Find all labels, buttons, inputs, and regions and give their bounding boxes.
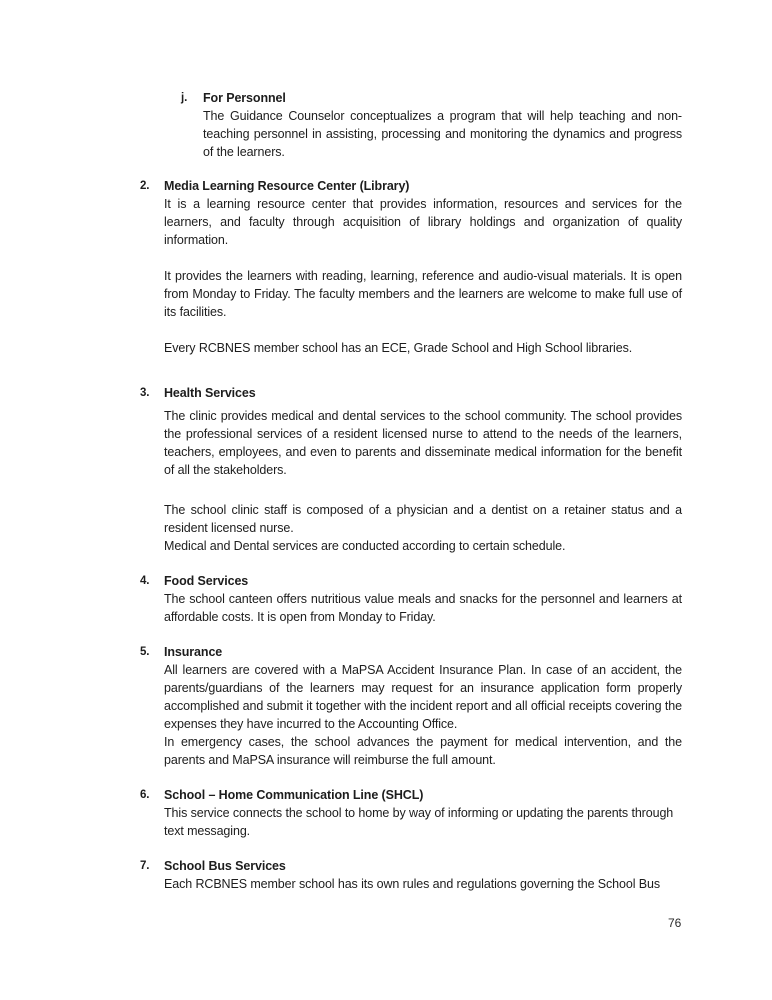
section-title-shcl: School – Home Communication Line (SHCL) [164,788,424,802]
section-title-library: Media Learning Resource Center (Library) [164,179,410,193]
section-media-learning-resource-center [0,177,772,357]
section-food-services [0,572,772,626]
paragraph: All learners are covered with a MaPSA Accident Insurance Plan. In case of an accident, the parents/guardians of the learners may request for an insurance application form properly accomplished and submit it together with the incident report and all official receipts covering the expenses they have incurred to the Accounting Office. [164,663,682,731]
paragraph: In emergency cases, the school advances the payment for medical intervention, and the parents and MaPSA insurance will reimburse the full amount. [164,735,682,767]
section-title-food-services: Food Services [164,574,249,588]
list-marker-j: j. [181,92,188,104]
paragraph: The school canteen offers nutritious value meals and snacks for the personnel and learners at affordable costs. It is open from Monday to Friday. [164,592,682,624]
list-marker-5: 5. [140,646,150,658]
section-title-school-bus-services: School Bus Services [164,859,286,873]
paragraph: The school clinic staff is composed of a physician and a dentist on a retainer status and a resident licensed nurse. [164,503,682,535]
section-content [164,572,682,626]
section-title-for-personnel: For Personnel [203,91,286,105]
paragraph: Medical and Dental services are conducted according to certain schedule. [164,539,566,553]
section-insurance [0,643,772,769]
section-content [164,384,682,555]
section-content [203,89,682,161]
list-marker-2: 2. [140,180,150,192]
paragraph: This service connects the school to home by way of informing or updating the parents through text messaging. [164,806,674,838]
section-health-services [0,384,772,555]
paragraph: Every RCBNES member school has an ECE, Grade School and High School libraries. [164,341,633,355]
page-number: 76 [668,916,682,930]
list-marker-6: 6. [140,789,150,801]
section-content [164,857,682,893]
section-school-bus-services [0,857,772,893]
paragraph: It provides the learners with reading, learning, reference and audio-visual materials. It is open from Monday to Friday. The faculty members and the learners are welcome to make full use of its facilities. [164,269,682,319]
section-content [164,643,682,769]
section-shcl [0,786,772,840]
paragraph: Each RCBNES member school has its own rules and regulations governing the School Bus [164,877,661,891]
list-marker-7: 7. [140,860,150,872]
section-title-health-services: Health Services [164,386,256,400]
paragraph: The clinic provides medical and dental services to the school community. The school provides the professional services of a resident licensed nurse to attend to the needs of the learners, teachers, employees, and even to parents and disseminate medical information for the benefit of all the stakeholders. [164,409,682,477]
list-marker-4: 4. [140,575,150,587]
section-content [164,786,682,840]
list-marker-3: 3. [140,387,150,399]
section-title-insurance: Insurance [164,645,223,659]
section-for-personnel [0,89,772,161]
paragraph: The Guidance Counselor conceptualizes a program that will help teaching and non-teaching personnel in assisting, processing and monitoring the dynamics and progress of the learners. [203,109,682,159]
paragraph: It is a learning resource center that provides information, resources and services for the learners, and faculty through acquisition of library holdings and organization of quality information. [164,197,682,247]
section-content [164,177,682,357]
